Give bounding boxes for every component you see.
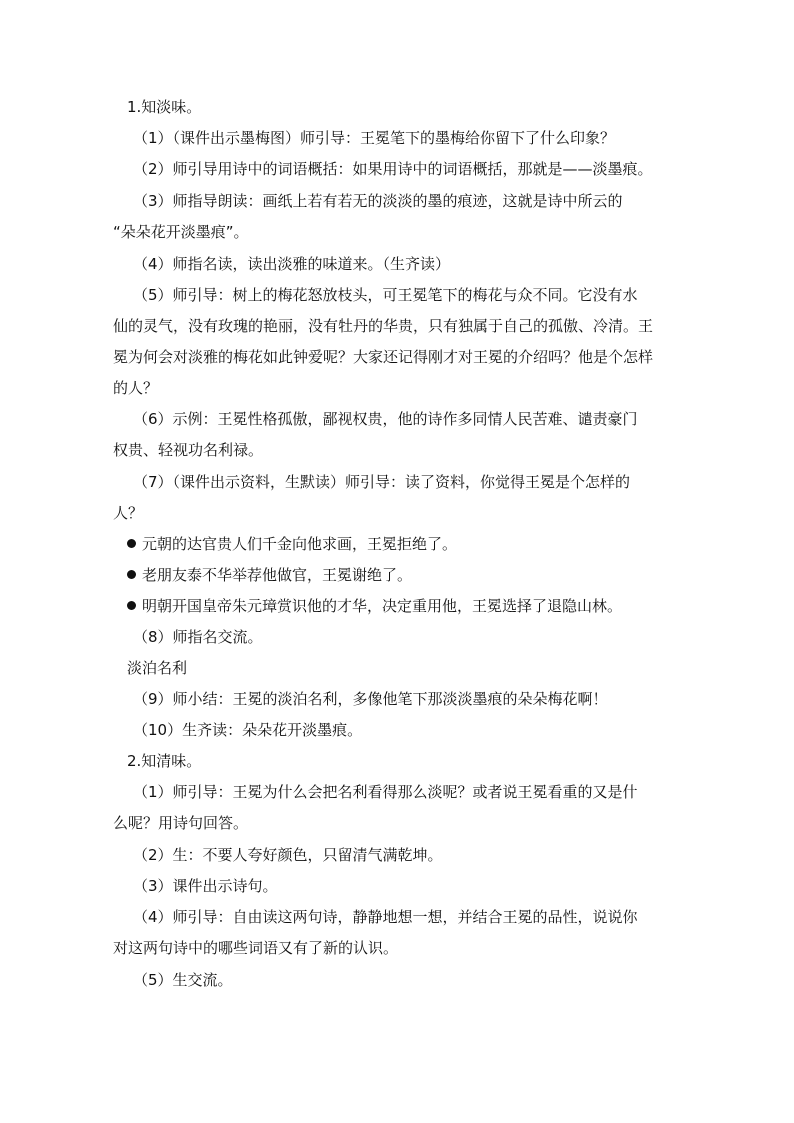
paragraph-line: （6）示例：王冕性格孤傲，鄙视权贵，他的诗作多同情人民苦难、谴责豪门 bbox=[133, 410, 638, 428]
bullet-icon bbox=[127, 601, 136, 610]
paragraph-line: （5）师引导：树上的梅花怒放枝头，可王冕笔下的梅花与众不同。它没有水 bbox=[133, 286, 638, 304]
paragraph-line: 对这两句诗中的哪些词语又有了新的认识。 bbox=[113, 939, 399, 957]
bullet-text: 老朋友泰不华举荐他做官，王冕谢绝了。 bbox=[142, 566, 413, 584]
paragraph-line: （10）生齐读：朵朵花开淡墨痕。 bbox=[133, 721, 363, 739]
paragraph-line: （7）（课件出示资料，生默读）师引导：读了资料，你觉得王冕是个怎样的 bbox=[133, 473, 631, 491]
paragraph-line: （3）课件出示诗句。 bbox=[133, 877, 278, 895]
bullet-item bbox=[127, 534, 457, 554]
paragraph-line: 人？ bbox=[113, 504, 144, 522]
bullet-icon bbox=[127, 570, 136, 579]
paragraph-line: （2）师引导用诗中的词语概括：如果用诗中的词语概括，那就是——淡墨痕。 bbox=[133, 160, 653, 178]
paragraph-line: “朵朵花开淡墨痕”。 bbox=[113, 223, 249, 241]
paragraph-line: （2）生：不要人夸好颜色，只留清气满乾坤。 bbox=[133, 846, 443, 864]
bullet-item bbox=[127, 596, 622, 616]
paragraph-line: （4）师引导：自由读这两句诗，静静地想一想，并结合王冕的品性，说说你 bbox=[133, 908, 638, 926]
paragraph-line: （3）师指导朗读：画纸上若有若无的淡淡的墨的痕迹，这就是诗中所云的 bbox=[133, 192, 623, 210]
bullet-icon bbox=[127, 539, 136, 548]
paragraph-line: （1）（课件出示墨梅图）师引导：王冕笔下的墨梅给你留下了什么印象？ bbox=[133, 129, 616, 147]
bullet-item bbox=[127, 565, 412, 585]
bullet-text: 明朝开国皇帝朱元璋赏识他的才华，决定重用他，王冕选择了退隐山林。 bbox=[142, 597, 623, 615]
paragraph-line: （5）生交流。 bbox=[133, 971, 233, 989]
section-heading-1: 1.知淡味。 bbox=[127, 98, 202, 116]
paragraph-line: （1）师引导：王冕为什么会把名利看得那么淡呢？或者说王冕看重的又是什 bbox=[133, 783, 638, 801]
subheading: 淡泊名利 bbox=[127, 659, 188, 677]
paragraph-line: （9）师小结：王冕的淡泊名利，多像他笔下那淡淡墨痕的朵朵梅花啊！ bbox=[133, 690, 608, 708]
paragraph-line: 冕为何会对淡雅的梅花如此钟爱呢？大家还记得刚才对王冕的介绍吗？他是个怎样 bbox=[113, 348, 654, 366]
bullet-text: 元朝的达官贵人们千金向他求画，王冕拒绝了。 bbox=[142, 535, 458, 553]
paragraph-line: （4）师指名读，读出淡雅的味道来。（生齐读） bbox=[133, 255, 451, 273]
paragraph-line: 的人？ bbox=[113, 379, 159, 397]
paragraph-line: 么呢？用诗句回答。 bbox=[113, 814, 249, 832]
section-heading-2: 2.知清味。 bbox=[127, 752, 202, 770]
paragraph-line: （8）师指名交流。 bbox=[133, 628, 263, 646]
paragraph-line: 仙的灵气，没有玫瑰的艳丽，没有牡丹的华贵，只有独属于自己的孤傲、冷清。王 bbox=[113, 317, 654, 335]
paragraph-line: 权贵、轻视功名利禄。 bbox=[113, 441, 264, 459]
